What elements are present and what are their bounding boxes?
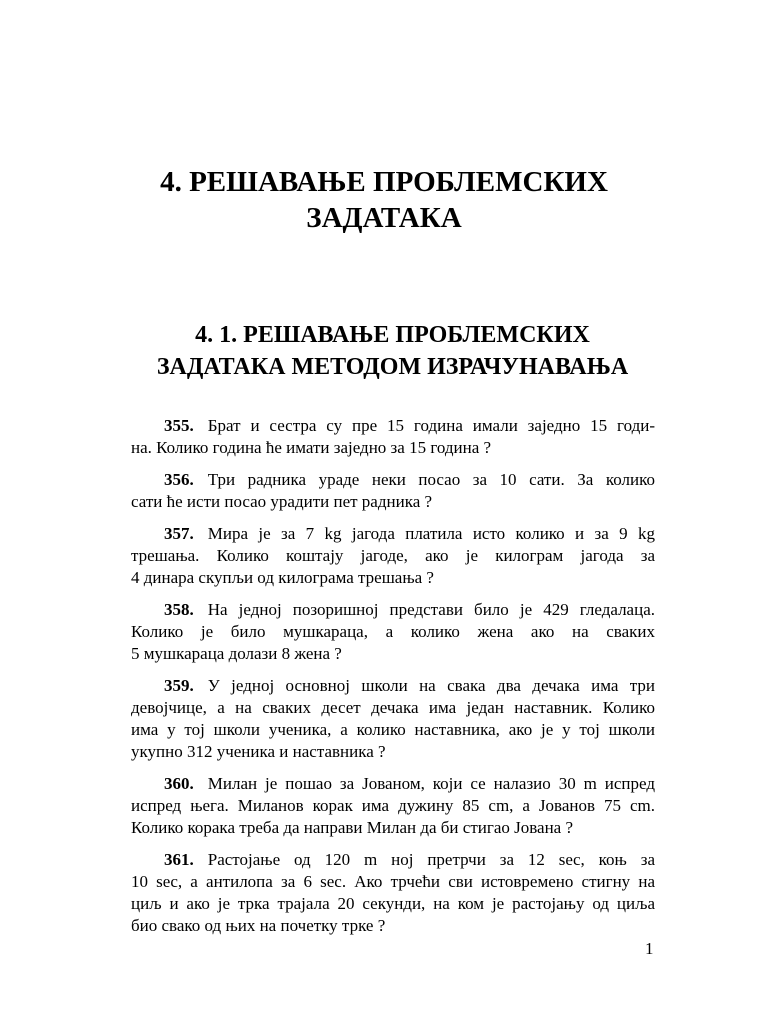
section-title-line-1: 4. 1. РЕШАВАЊЕ ПРОБЛЕМСКИХ bbox=[195, 322, 590, 348]
problem-list bbox=[131, 415, 655, 947]
problem-number: 357. bbox=[164, 524, 194, 543]
problem-line: циљ и ако је трка трајала 20 секунди, на ком је растојању од циља bbox=[131, 894, 655, 913]
problem-line bbox=[131, 415, 655, 437]
problem-text: У једној основној школи на свака два дечака има три bbox=[207, 676, 655, 695]
problem-line: 4 динара скупљи од килограма трешања ? bbox=[131, 568, 434, 587]
problem-text: Три радника ураде неки посао за 10 сати. За колико bbox=[207, 470, 655, 489]
section-title-line-2: ЗАДАТАКА МЕТОДОМ ИЗРАЧУНАВАЊА bbox=[156, 354, 629, 380]
problem-line: сати ће исти посао урадити пет радника ? bbox=[131, 492, 433, 511]
page-number: 1 bbox=[645, 939, 654, 958]
problem-line: трешања. Колико коштају јагоде, ако је килограм јагода за bbox=[131, 546, 655, 565]
chapter-title bbox=[0, 164, 768, 236]
problem-line bbox=[131, 675, 655, 697]
problem-line bbox=[131, 849, 655, 871]
problem-356 bbox=[131, 469, 655, 513]
problem-line bbox=[131, 599, 655, 621]
problem-358 bbox=[131, 599, 655, 665]
problem-line bbox=[131, 773, 655, 795]
problem-number: 356. bbox=[164, 470, 194, 489]
problem-number: 358. bbox=[164, 600, 194, 619]
problem-360 bbox=[131, 773, 655, 839]
problem-line: укупно 312 ученика и наставника ? bbox=[131, 742, 386, 761]
section-title bbox=[0, 319, 768, 383]
problem-number: 359. bbox=[164, 676, 194, 695]
problem-text: Милан је пошао за Јованом, који се налазио 30 m испред bbox=[207, 774, 655, 793]
chapter-title-line-1: 4. РЕШАВАЊЕ ПРОБЛЕМСКИХ bbox=[160, 166, 608, 198]
problem-355 bbox=[131, 415, 655, 459]
problem-text: Брат и сестра су пре 15 година имали заједно 15 годи- bbox=[207, 416, 655, 435]
problem-number: 355. bbox=[164, 416, 194, 435]
problem-text: На једној позоришној представи било је 429 гледалаца. bbox=[207, 600, 655, 619]
problem-line: Колико корака треба да направи Милан да би стигао Јована ? bbox=[131, 818, 574, 837]
chapter-title-line-2: ЗАДАТАКА bbox=[306, 202, 462, 234]
problem-361 bbox=[131, 849, 655, 937]
problem-line: девојчице, а на сваких десет дечака има један наставник. Колико bbox=[131, 698, 655, 717]
problem-text: Растојање од 120 m ној претрчи за 12 sec, коњ за bbox=[207, 850, 655, 869]
problem-line bbox=[131, 523, 655, 545]
problem-text: Мира је за 7 kg јагода платила исто колико и за 9 kg bbox=[207, 524, 655, 543]
problem-line: 5 мушкараца долази 8 жена ? bbox=[131, 644, 342, 663]
problem-line bbox=[131, 469, 655, 491]
problem-number: 361. bbox=[164, 850, 194, 869]
problem-line: био свако од њих на почетку трке ? bbox=[131, 916, 386, 935]
problem-359 bbox=[131, 675, 655, 763]
problem-line: има у тој школи ученика, а колико наставника, ако је у тој школи bbox=[131, 720, 655, 739]
problem-line: Колико је било мушкараца, а колико жена ако на сваких bbox=[131, 622, 655, 641]
problem-357 bbox=[131, 523, 655, 589]
problem-line: испред њега. Миланов корак има дужину 85 cm, а Јованов 75 cm. bbox=[131, 796, 655, 815]
problem-line: 10 sec, а антилопа за 6 sec. Ако трчећи сви истовремено стигну на bbox=[131, 872, 655, 891]
problem-number: 360. bbox=[164, 774, 194, 793]
problem-line: на. Колико година ће имати заједно за 15 година ? bbox=[131, 438, 492, 457]
